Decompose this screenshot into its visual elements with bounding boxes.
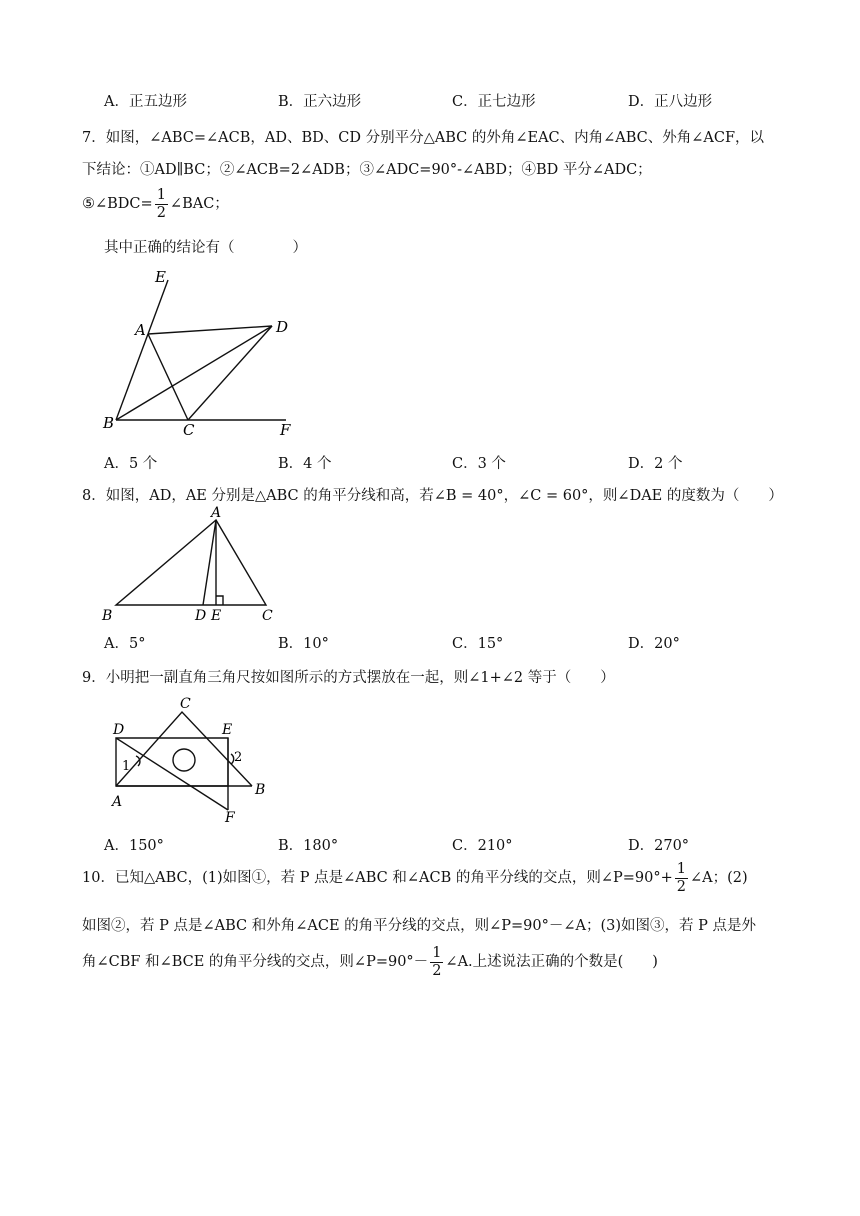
- q10-fraction-2: [430, 946, 443, 978]
- q8-label-d: D: [195, 608, 207, 624]
- q9-option-d[interactable]: D．270°: [628, 838, 690, 854]
- q8-option-a[interactable]: A．5°: [104, 636, 146, 652]
- q7-fraction-denominator: 2: [156, 204, 166, 221]
- q9-label-angle-2: 2: [234, 750, 243, 765]
- q8-stem: 8．如图，AD，AE 分别是△ABC 的角平分线和高，若∠B = 40°，∠C = 60°，则∠DAE 的度数为（ ）: [82, 488, 783, 504]
- q9-center-circle: [173, 749, 195, 771]
- q7-option-b[interactable]: B．4 个: [278, 456, 332, 472]
- q7-label-b: B: [103, 414, 115, 432]
- q7-stem-line1: 7．如图，∠ABC=∠ACB，AD、BD、CD 分别平分△ABC 的外角∠EAC、内角∠ABC、外角∠ACF，以: [82, 130, 765, 146]
- q8-label-e: E: [211, 608, 222, 624]
- q10-fraction-1: [675, 862, 688, 894]
- q10-line1-suffix: ∠A；(2): [689, 870, 748, 886]
- q10-line3-prefix: 角∠CBF 和∠BCE 的角平分线的交点，则∠P=90°－: [82, 954, 429, 970]
- q8-label-c: C: [262, 608, 273, 624]
- q9-label-a: A: [112, 794, 123, 810]
- q7-line-ab: [116, 334, 148, 420]
- q10-line3-suffix: ∠A.上述说法正确的个数是( ): [445, 954, 658, 970]
- q7-item5-prefix: ⑤∠BDC=: [82, 196, 153, 212]
- q8-label-a: A: [211, 506, 222, 521]
- q10-fraction-2-numerator: 1: [432, 945, 442, 961]
- q8-line-ad: [203, 520, 216, 605]
- q7-line-cd: [188, 326, 272, 420]
- q7-label-e: E: [155, 268, 166, 286]
- q9-label-e: E: [222, 722, 233, 738]
- q7-option-d[interactable]: D．2 个: [628, 456, 683, 472]
- q7-label-a: A: [135, 321, 146, 339]
- q7-line-ac: [148, 334, 188, 420]
- q7-line-bd: [116, 326, 272, 420]
- q9-option-c[interactable]: C．210°: [452, 838, 513, 854]
- q8-option-d[interactable]: D．20°: [628, 636, 680, 652]
- q9-label-c: C: [180, 696, 191, 712]
- q9-rectangle-deba: [116, 738, 228, 786]
- q9-option-b[interactable]: B．180°: [278, 838, 339, 854]
- q7-item5-suffix: ∠BAC；: [169, 196, 229, 212]
- q7-stem-line2: 下结论：①AD∥BC；②∠ACB=2∠ADB；③∠ADC=90°-∠ABD；④BD 平分∠ADC；: [82, 162, 652, 178]
- q10-fraction-1-numerator: 1: [676, 861, 686, 877]
- q8-right-angle-mark: [216, 596, 223, 605]
- q6-option-c[interactable]: C．正七边形: [452, 94, 536, 110]
- q7-figure: [100, 262, 300, 437]
- q10-stem-line3: [82, 940, 658, 984]
- q8-triangle-abc: [116, 520, 266, 605]
- q8-option-c[interactable]: C．15°: [452, 636, 504, 652]
- q8-label-b: B: [102, 608, 113, 624]
- q7-label-c: C: [183, 421, 195, 437]
- q7-line-ad: [148, 326, 272, 334]
- q10-fraction-2-denominator: 2: [432, 962, 442, 979]
- q10-stem-line1: [82, 856, 748, 900]
- q7-option-c[interactable]: C．3 个: [452, 456, 506, 472]
- q9-line-df: [116, 738, 228, 810]
- q9-figure: [100, 694, 290, 826]
- q7-label-d: D: [276, 318, 289, 336]
- q8-figure: [96, 506, 286, 626]
- q6-option-a[interactable]: A．正五边形: [104, 94, 187, 110]
- q7-fraction-numerator: 1: [156, 187, 166, 203]
- q9-stem: 9．小明把一副直角三角尺按如图所示的方式摆放在一起，则∠1+∠2 等于（ ）: [82, 670, 615, 686]
- q9-option-a[interactable]: A．150°: [104, 838, 164, 854]
- q10-fraction-1-denominator: 2: [676, 878, 686, 895]
- q9-label-d: D: [113, 722, 125, 738]
- q10-line1-prefix: 10．已知△ABC，(1)如图①，若 P 点是∠ABC 和∠ACB 的角平分线的交点，则∠P=90°+: [82, 870, 673, 886]
- q10-stem-line2: 如图②，若 P 点是∠ABC 和外角∠ACE 的角平分线的交点，则∠P=90°－∠A；(3)如图③，若 P 点是外: [82, 918, 757, 934]
- q7-line-ea: [148, 280, 168, 334]
- q9-label-f: F: [225, 810, 235, 826]
- q7-prompt: 其中正确的结论有（ ）: [104, 240, 307, 256]
- q7-stem-line3: [82, 186, 229, 222]
- q7-label-f: F: [280, 421, 291, 437]
- q8-option-b[interactable]: B．10°: [278, 636, 329, 652]
- q9-label-angle-1: 1: [122, 759, 131, 774]
- q7-option-a[interactable]: A．5 个: [104, 456, 158, 472]
- q9-label-b: B: [255, 782, 266, 798]
- q7-fraction: [155, 188, 168, 220]
- q6-option-d[interactable]: D．正八边形: [628, 94, 713, 110]
- q6-option-b[interactable]: B．正六边形: [278, 94, 362, 110]
